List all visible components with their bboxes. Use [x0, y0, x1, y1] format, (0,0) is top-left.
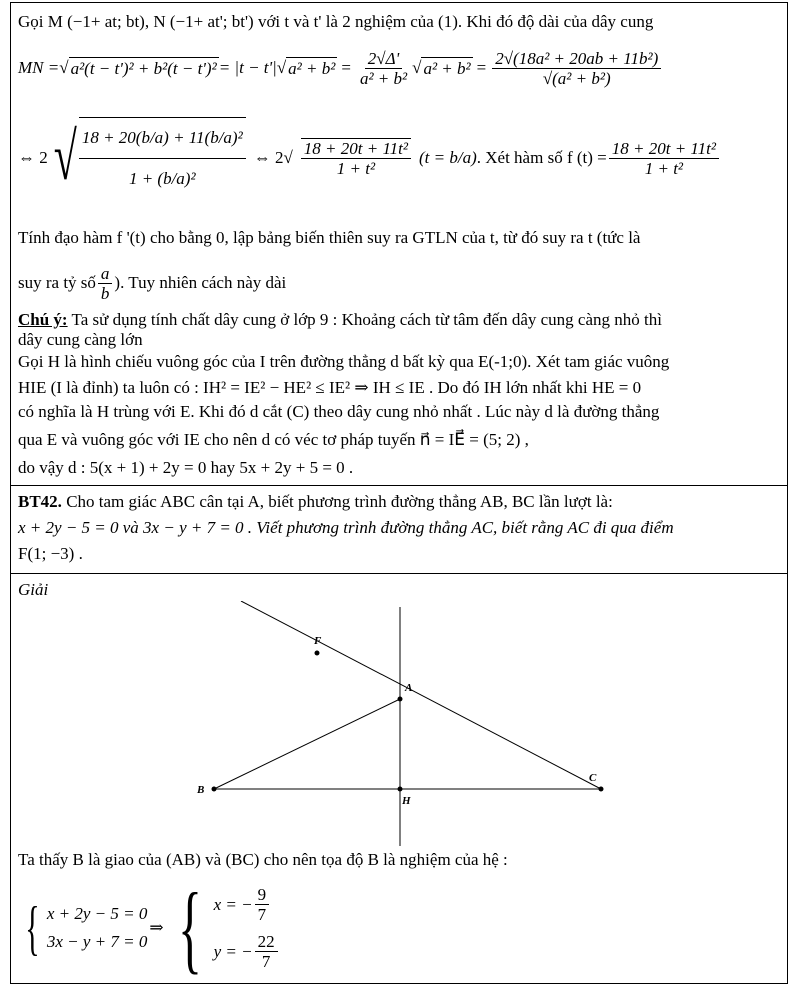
- ratio-a-b: $\frac{a}{b}$: [98, 264, 113, 303]
- note-line: dây cung càng lớn: [18, 330, 143, 349]
- text-line: x + 2y − 5 = 0 và 3x − y + 7 = 0 . Viết phương trình đường thẳng AC, biết rằng AC đi qua điểm: [18, 518, 674, 537]
- text-line: F(1; −3) .: [18, 544, 83, 563]
- text-line: do vậy d : 5(x + 1) + 2y = 0 hay 5x + 2y + 5 = 0 .: [18, 458, 354, 477]
- mn-radical-2: a² + b²: [288, 58, 336, 78]
- result-x-fraction: $\frac{9}{7}$: [255, 885, 270, 924]
- radical-sign: √: [53, 121, 77, 195]
- mn-eq2: = |t − t'|: [218, 58, 277, 77]
- text-line: Gọi H là hình chiếu vuông góc của I trên đường thẳng d bất kỳ qua E(-1;0). Xét tam giác vuông: [18, 352, 670, 371]
- label-f: F: [314, 635, 322, 647]
- point-a: [398, 697, 403, 702]
- text-line: suy ra tỷ số $\frac{a}{b}$ ). Tuy nhiên cách này dài: [18, 263, 287, 303]
- label-b: B: [197, 784, 205, 796]
- equation-2: 3x − y + 7 = 0: [46, 932, 148, 951]
- point-c: [599, 787, 604, 792]
- note-label: Chú ý:: [18, 310, 68, 329]
- point-f: [315, 651, 320, 656]
- result-y-lhs: y = −: [213, 941, 253, 961]
- text-line: Gọi M (−1+ at; bt), N (−1+ at'; bt') với t và t' là 2 nghiệm của (1). Khi đó độ dài của dây cung: [18, 12, 654, 31]
- giai-heading: Giải: [18, 580, 49, 599]
- result-y-fraction: $\frac{22}{7}$: [255, 932, 278, 971]
- result-x-lhs: x = −: [213, 894, 253, 914]
- ratio-fraction: $\frac{\text{18 + 20(b/a) + 11(b/a)²}}{\text{1 + (b/a)²}}$: [79, 117, 246, 199]
- ham-label: . Xét hàm số f (t) =: [476, 148, 607, 167]
- answer-section: [11, 573, 787, 985]
- point-h: [398, 787, 403, 792]
- mn-fraction-2: $\frac{\text{2√(18a² + 20ab + 11b²)}}{\text{√(a² + b²)}}$: [492, 49, 661, 88]
- left-brace: {: [25, 895, 40, 961]
- line-fa: [241, 601, 601, 789]
- function-fraction: $\frac{\text{18 + 20t + 11t²}}{\text{1 + t²}}$: [609, 139, 719, 178]
- point-b: [212, 787, 217, 792]
- note-line: Chú ý: Ta sử dụng tính chất dây cung ở lớp 9 : Khoảng cách từ tâm đến dây cung càng nhỏ thì: [18, 310, 662, 329]
- t-fraction: $\frac{\text{18 + 20t + 11t²}}{\text{1 + t²}}$: [301, 138, 411, 178]
- exercise-section: [11, 485, 787, 574]
- line-ab: [214, 699, 400, 789]
- text-line: Ta thấy B là giao của (AB) và (BC) cho nên tọa độ B là nghiệm của hệ :: [18, 850, 508, 869]
- system-of-equations: [18, 872, 280, 983]
- solution-section: [11, 3, 787, 486]
- text-line: có nghĩa là H trùng với E. Khi đó d cắt (C) theo dây cung nhỏ nhất . Lúc này d là đường thẳng: [18, 402, 660, 421]
- mn-radical-1: a²(t − t')² + b²(t − t')²: [70, 58, 217, 78]
- equivalent-formula: ⇔ 2 √ $\frac{\text{18 + 20(b/a) + 11(b/a)²}}{\text{1 + (b/a)²}}$ ⇔ 2√ $\frac{\text{18 + 20t + 11t²}}{\text{1 + t²}}$ (t = b/a) . Xét hàm số f (t) = $\frac{\text{18 + 20t + 11t²}}{\text{1 + t²}}$: [18, 103, 721, 213]
- equation-1: x + 2y − 5 = 0: [46, 904, 148, 923]
- triangle-figure: [11, 601, 789, 871]
- implies-arrow: ⇒: [149, 918, 164, 937]
- mn-lhs: MN =: [18, 58, 60, 77]
- exercise-title: BT42. Cho tam giác ABC cân tại A, biết phương trình đường thẳng AB, BC lần lượt là:: [18, 492, 613, 511]
- t-definition: (t = b/a): [419, 148, 477, 167]
- page-frame: [10, 2, 788, 984]
- result-brace: {: [177, 872, 202, 983]
- label-h: H: [402, 795, 411, 807]
- text-line: HIE (I là đỉnh) ta luôn có : IH² = IE² − HE² ≤ IE² ⇒ IH ≤ IE . Do đó IH lớn nhất khi HE = 0: [18, 378, 642, 397]
- mn-fraction-1: $\frac{2√\Delta'}{\text{a² + b²}}$: [359, 48, 408, 88]
- mn-formula: MN = √ a²(t − t')² + b²(t − t')² = |t − t'| √ a² + b² = $\frac{2√\Delta'}{\text{a² + b²}}$ √ a² + b² = $\frac{\text{2√(18a² + 20ab + 11b²)}}{\text{√(a² + b²)}}$: [18, 43, 663, 93]
- text-line: Tính đạo hàm f '(t) cho bằng 0, lập bảng biến thiên suy ra GTLN của t, từ đó suy ra t (tức là: [18, 228, 641, 247]
- exercise-label: BT42.: [18, 492, 62, 511]
- label-a: A: [405, 682, 413, 694]
- label-c: C: [589, 772, 597, 784]
- text-line: qua E và vuông góc với IE cho nên d có véc tơ pháp tuyến n⃗ = IE⃗ = (5; 2) ,: [18, 430, 529, 449]
